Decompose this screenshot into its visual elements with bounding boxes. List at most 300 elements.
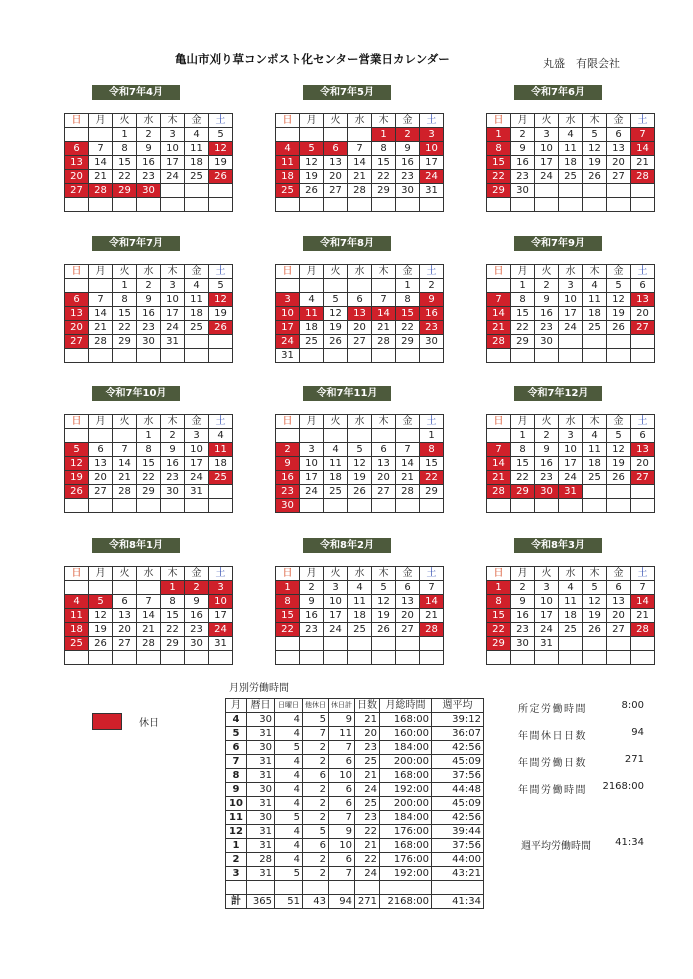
day-cell: 14	[372, 307, 396, 321]
day-cell: 7	[631, 581, 655, 595]
day-cell: 24	[559, 471, 583, 485]
day-cell: 11	[276, 156, 300, 170]
hours-cell: 36:07	[432, 727, 484, 741]
day-cell: 5	[583, 581, 607, 595]
weekday-header: 木	[372, 265, 396, 279]
day-cell: 23	[276, 485, 300, 499]
hours-cell: 計	[226, 895, 247, 909]
day-cell: 18	[348, 609, 372, 623]
empty-cell	[631, 637, 655, 651]
day-cell: 3	[276, 293, 300, 307]
day-cell: 11	[65, 609, 89, 623]
day-cell: 11	[185, 293, 209, 307]
empty-cell	[348, 279, 372, 293]
day-cell: 18	[583, 307, 607, 321]
empty-cell	[607, 335, 631, 349]
day-cell: 17	[535, 609, 559, 623]
hours-cell: 94	[329, 895, 355, 909]
weekday-header: 火	[324, 265, 348, 279]
empty-cell	[185, 349, 209, 363]
hours-cell: 4	[275, 727, 303, 741]
hours-cell: 25	[355, 755, 380, 769]
day-cell: 1	[372, 128, 396, 142]
day-cell: 7	[396, 443, 420, 457]
day-cell: 11	[348, 595, 372, 609]
day-cell: 5	[209, 279, 233, 293]
weekday-header: 火	[113, 567, 137, 581]
weekday-header: 土	[631, 265, 655, 279]
day-cell: 28	[631, 170, 655, 184]
weekday-header: 水	[137, 265, 161, 279]
day-cell: 21	[420, 609, 444, 623]
empty-cell	[89, 349, 113, 363]
month-title: 令和7年8月	[303, 236, 391, 251]
day-cell: 25	[324, 485, 348, 499]
empty-cell	[324, 429, 348, 443]
day-cell: 1	[276, 581, 300, 595]
day-cell: 10	[535, 142, 559, 156]
weekday-header: 金	[607, 114, 631, 128]
day-cell: 13	[372, 457, 396, 471]
day-cell: 26	[324, 335, 348, 349]
hours-cell: 31	[247, 867, 275, 881]
empty-cell	[324, 349, 348, 363]
hours-header-row	[226, 699, 484, 713]
empty-cell	[487, 499, 511, 513]
weekday-header: 月	[511, 265, 535, 279]
hours-cell: 10	[226, 797, 247, 811]
empty-cell	[583, 499, 607, 513]
empty-cell	[487, 651, 511, 665]
hours-cell: 21	[355, 713, 380, 727]
hours-cell: 10	[329, 839, 355, 853]
weekday-header: 水	[559, 114, 583, 128]
day-cell: 16	[511, 156, 535, 170]
hours-row	[226, 713, 484, 727]
hours-cell: 2	[303, 797, 329, 811]
day-cell: 15	[161, 609, 185, 623]
weekday-header: 火	[113, 415, 137, 429]
month-day-grid	[64, 414, 233, 513]
day-cell: 23	[300, 623, 324, 637]
day-cell: 19	[372, 609, 396, 623]
day-cell: 29	[113, 184, 137, 198]
empty-cell	[631, 499, 655, 513]
empty-cell	[607, 637, 631, 651]
hours-cell: 6	[303, 839, 329, 853]
day-cell: 17	[161, 307, 185, 321]
day-cell: 4	[348, 581, 372, 595]
day-cell: 2	[161, 429, 185, 443]
day-cell: 23	[511, 623, 535, 637]
hours-cell: 30	[247, 741, 275, 755]
day-cell: 30	[185, 637, 209, 651]
hours-cell: 5	[303, 713, 329, 727]
day-cell: 18	[185, 156, 209, 170]
day-cell: 18	[65, 623, 89, 637]
hours-cell: 7	[329, 741, 355, 755]
empty-cell	[209, 184, 233, 198]
day-cell: 31	[276, 349, 300, 363]
day-cell: 8	[276, 595, 300, 609]
empty-cell	[559, 184, 583, 198]
day-cell: 13	[348, 307, 372, 321]
day-cell: 29	[487, 184, 511, 198]
day-cell: 19	[209, 307, 233, 321]
hours-row	[226, 797, 484, 811]
hours-cell	[226, 881, 247, 895]
weekday-header: 日	[487, 415, 511, 429]
empty-cell	[607, 184, 631, 198]
weekday-header: 水	[559, 567, 583, 581]
day-cell: 14	[487, 457, 511, 471]
hours-cell	[275, 881, 303, 895]
day-cell: 6	[372, 443, 396, 457]
hours-row	[226, 825, 484, 839]
day-cell: 2	[535, 279, 559, 293]
day-cell: 31	[420, 184, 444, 198]
hours-cell: 44:48	[432, 783, 484, 797]
weekday-header: 土	[209, 265, 233, 279]
hours-row	[226, 741, 484, 755]
empty-cell	[372, 637, 396, 651]
empty-cell	[559, 637, 583, 651]
day-cell: 26	[348, 485, 372, 499]
month-day-grid	[275, 264, 444, 363]
day-cell: 17	[276, 321, 300, 335]
day-cell: 19	[65, 471, 89, 485]
day-cell: 28	[372, 335, 396, 349]
day-cell: 10	[559, 443, 583, 457]
empty-cell	[487, 198, 511, 212]
day-cell: 27	[89, 485, 113, 499]
empty-cell	[161, 349, 185, 363]
day-cell: 9	[276, 457, 300, 471]
day-cell: 13	[607, 142, 631, 156]
empty-cell	[583, 184, 607, 198]
hours-cell: 9	[329, 713, 355, 727]
weekday-header: 土	[631, 415, 655, 429]
hours-cell: 4	[275, 825, 303, 839]
hours-row	[226, 881, 484, 895]
day-cell: 19	[607, 457, 631, 471]
weekday-header: 土	[420, 265, 444, 279]
empty-cell	[372, 429, 396, 443]
day-cell: 13	[324, 156, 348, 170]
day-cell: 5	[209, 128, 233, 142]
day-cell: 8	[161, 595, 185, 609]
day-cell: 9	[511, 142, 535, 156]
empty-cell	[89, 499, 113, 513]
weekday-header: 日	[276, 567, 300, 581]
day-cell: 21	[631, 156, 655, 170]
hours-cell	[303, 881, 329, 895]
month-title: 令和8年2月	[303, 538, 391, 553]
hours-row	[226, 755, 484, 769]
day-cell: 1	[161, 581, 185, 595]
day-cell: 22	[137, 471, 161, 485]
day-cell: 23	[535, 471, 559, 485]
empty-cell	[161, 198, 185, 212]
hours-cell: 2	[303, 811, 329, 825]
hours-cell	[355, 881, 380, 895]
day-cell: 16	[137, 307, 161, 321]
hours-cell: 1	[226, 839, 247, 853]
day-cell: 28	[487, 335, 511, 349]
weekday-header: 木	[583, 114, 607, 128]
empty-cell	[396, 349, 420, 363]
day-cell: 29	[137, 485, 161, 499]
empty-cell	[89, 429, 113, 443]
day-cell: 2	[535, 429, 559, 443]
empty-cell	[65, 581, 89, 595]
day-cell: 21	[89, 170, 113, 184]
day-cell: 26	[209, 321, 233, 335]
day-cell: 23	[137, 170, 161, 184]
day-cell: 9	[396, 142, 420, 156]
empty-cell	[276, 128, 300, 142]
day-cell: 22	[113, 170, 137, 184]
day-cell: 8	[487, 595, 511, 609]
empty-cell	[89, 128, 113, 142]
day-cell: 30	[511, 184, 535, 198]
day-cell: 17	[324, 609, 348, 623]
day-cell: 5	[607, 429, 631, 443]
month-title: 令和7年10月	[92, 386, 180, 401]
hours-row	[226, 895, 484, 909]
day-cell: 4	[185, 279, 209, 293]
hours-cell: 168:00	[380, 713, 432, 727]
day-cell: 17	[161, 156, 185, 170]
hours-cell: 184:00	[380, 741, 432, 755]
empty-cell	[185, 651, 209, 665]
hours-cell: 5	[275, 811, 303, 825]
day-cell: 12	[607, 443, 631, 457]
day-cell: 23	[137, 321, 161, 335]
hours-cell: 51	[275, 895, 303, 909]
day-cell: 25	[276, 184, 300, 198]
day-cell: 8	[113, 293, 137, 307]
day-cell: 14	[487, 307, 511, 321]
hours-cell: 2	[303, 853, 329, 867]
hours-cell: 176:00	[380, 853, 432, 867]
hours-row	[226, 727, 484, 741]
weekday-header: 金	[607, 415, 631, 429]
month-day-grid	[275, 566, 444, 665]
day-cell: 25	[559, 170, 583, 184]
day-cell: 25	[300, 335, 324, 349]
day-cell: 5	[65, 443, 89, 457]
empty-cell	[535, 184, 559, 198]
hours-cell: 41:34	[432, 895, 484, 909]
day-cell: 31	[209, 637, 233, 651]
day-cell: 19	[209, 156, 233, 170]
day-cell: 30	[420, 335, 444, 349]
day-cell: 10	[161, 293, 185, 307]
hours-cell: 45:09	[432, 797, 484, 811]
day-cell: 14	[113, 457, 137, 471]
weekday-header: 火	[535, 415, 559, 429]
hours-cell: 週平均	[432, 699, 484, 713]
day-cell: 18	[559, 156, 583, 170]
weekday-header: 水	[137, 415, 161, 429]
day-cell: 27	[65, 184, 89, 198]
empty-cell	[487, 349, 511, 363]
day-cell: 12	[372, 595, 396, 609]
empty-cell	[348, 128, 372, 142]
day-cell: 4	[559, 581, 583, 595]
day-cell: 11	[559, 142, 583, 156]
day-cell: 8	[511, 443, 535, 457]
month-title: 令和7年6月	[514, 85, 602, 100]
day-cell: 10	[185, 443, 209, 457]
day-cell: 3	[559, 279, 583, 293]
stat-label: 週平均労働時間	[521, 841, 591, 852]
hours-cell: 200:00	[380, 797, 432, 811]
empty-cell	[161, 184, 185, 198]
empty-cell	[89, 279, 113, 293]
day-cell: 24	[535, 623, 559, 637]
day-cell: 21	[487, 321, 511, 335]
empty-cell	[631, 198, 655, 212]
day-cell: 8	[420, 443, 444, 457]
day-cell: 14	[631, 142, 655, 156]
day-cell: 29	[161, 637, 185, 651]
day-cell: 14	[396, 457, 420, 471]
day-cell: 6	[113, 595, 137, 609]
empty-cell	[89, 651, 113, 665]
day-cell: 24	[276, 335, 300, 349]
hours-row	[226, 853, 484, 867]
day-cell: 8	[113, 142, 137, 156]
empty-cell	[631, 335, 655, 349]
day-cell: 19	[324, 321, 348, 335]
empty-cell	[65, 128, 89, 142]
hours-cell: 176:00	[380, 825, 432, 839]
empty-cell	[583, 651, 607, 665]
hours-cell: 2	[303, 755, 329, 769]
day-cell: 19	[89, 623, 113, 637]
month-day-grid	[486, 113, 655, 212]
stat-label: 年間労働日数	[518, 758, 587, 769]
weekday-header: 土	[420, 567, 444, 581]
day-cell: 18	[300, 321, 324, 335]
hours-cell: 暦日	[247, 699, 275, 713]
day-cell: 14	[89, 156, 113, 170]
empty-cell	[137, 349, 161, 363]
day-cell: 2	[137, 128, 161, 142]
weekday-header: 金	[185, 265, 209, 279]
weekday-header: 月	[89, 415, 113, 429]
empty-cell	[583, 198, 607, 212]
day-cell: 10	[535, 595, 559, 609]
hours-cell: 39:44	[432, 825, 484, 839]
hours-cell	[432, 881, 484, 895]
empty-cell	[89, 581, 113, 595]
weekday-header: 金	[396, 415, 420, 429]
weekday-header: 水	[559, 415, 583, 429]
day-cell: 27	[372, 485, 396, 499]
day-cell: 27	[348, 335, 372, 349]
empty-cell	[396, 651, 420, 665]
empty-cell	[185, 184, 209, 198]
day-cell: 2	[396, 128, 420, 142]
day-cell: 11	[559, 595, 583, 609]
empty-cell	[113, 499, 137, 513]
hours-cell: 25	[355, 797, 380, 811]
day-cell: 15	[487, 609, 511, 623]
hours-cell: 42:56	[432, 741, 484, 755]
day-cell: 13	[113, 609, 137, 623]
empty-cell	[348, 651, 372, 665]
hours-cell: 365	[247, 895, 275, 909]
empty-cell	[65, 198, 89, 212]
empty-cell	[583, 485, 607, 499]
day-cell: 7	[348, 142, 372, 156]
stat-value: 8:00	[621, 700, 644, 711]
day-cell: 1	[113, 128, 137, 142]
day-cell: 21	[631, 609, 655, 623]
day-cell: 4	[583, 429, 607, 443]
month-title: 令和7年9月	[514, 236, 602, 251]
day-cell: 15	[420, 457, 444, 471]
empty-cell	[420, 499, 444, 513]
day-cell: 29	[396, 335, 420, 349]
day-cell: 26	[583, 170, 607, 184]
day-cell: 20	[607, 156, 631, 170]
weekday-header: 金	[607, 567, 631, 581]
empty-cell	[113, 651, 137, 665]
day-cell: 21	[396, 471, 420, 485]
day-cell: 2	[137, 279, 161, 293]
hours-cell: 2	[303, 783, 329, 797]
day-cell: 6	[607, 128, 631, 142]
day-cell: 28	[89, 184, 113, 198]
empty-cell	[348, 349, 372, 363]
day-cell: 29	[113, 335, 137, 349]
hours-cell: 271	[355, 895, 380, 909]
weekday-header: 火	[324, 415, 348, 429]
weekday-header: 月	[89, 265, 113, 279]
empty-cell	[324, 499, 348, 513]
empty-cell	[583, 335, 607, 349]
hours-cell: 168:00	[380, 839, 432, 853]
empty-cell	[65, 349, 89, 363]
hours-cell: 4	[275, 769, 303, 783]
hours-cell: 23	[355, 811, 380, 825]
weekday-header: 日	[65, 567, 89, 581]
empty-cell	[511, 198, 535, 212]
weekday-header: 月	[300, 567, 324, 581]
weekday-header: 日	[487, 114, 511, 128]
hours-cell: 20	[355, 727, 380, 741]
day-cell: 27	[396, 623, 420, 637]
day-cell: 3	[420, 128, 444, 142]
day-cell: 7	[137, 595, 161, 609]
day-cell: 4	[559, 128, 583, 142]
empty-cell	[372, 651, 396, 665]
hours-cell: 11	[329, 727, 355, 741]
day-cell: 22	[276, 623, 300, 637]
empty-cell	[511, 651, 535, 665]
weekday-header: 火	[113, 265, 137, 279]
day-cell: 28	[348, 184, 372, 198]
empty-cell	[276, 651, 300, 665]
hours-cell: 4	[275, 839, 303, 853]
day-cell: 15	[137, 457, 161, 471]
stat-value: 271	[624, 754, 644, 765]
empty-cell	[65, 429, 89, 443]
